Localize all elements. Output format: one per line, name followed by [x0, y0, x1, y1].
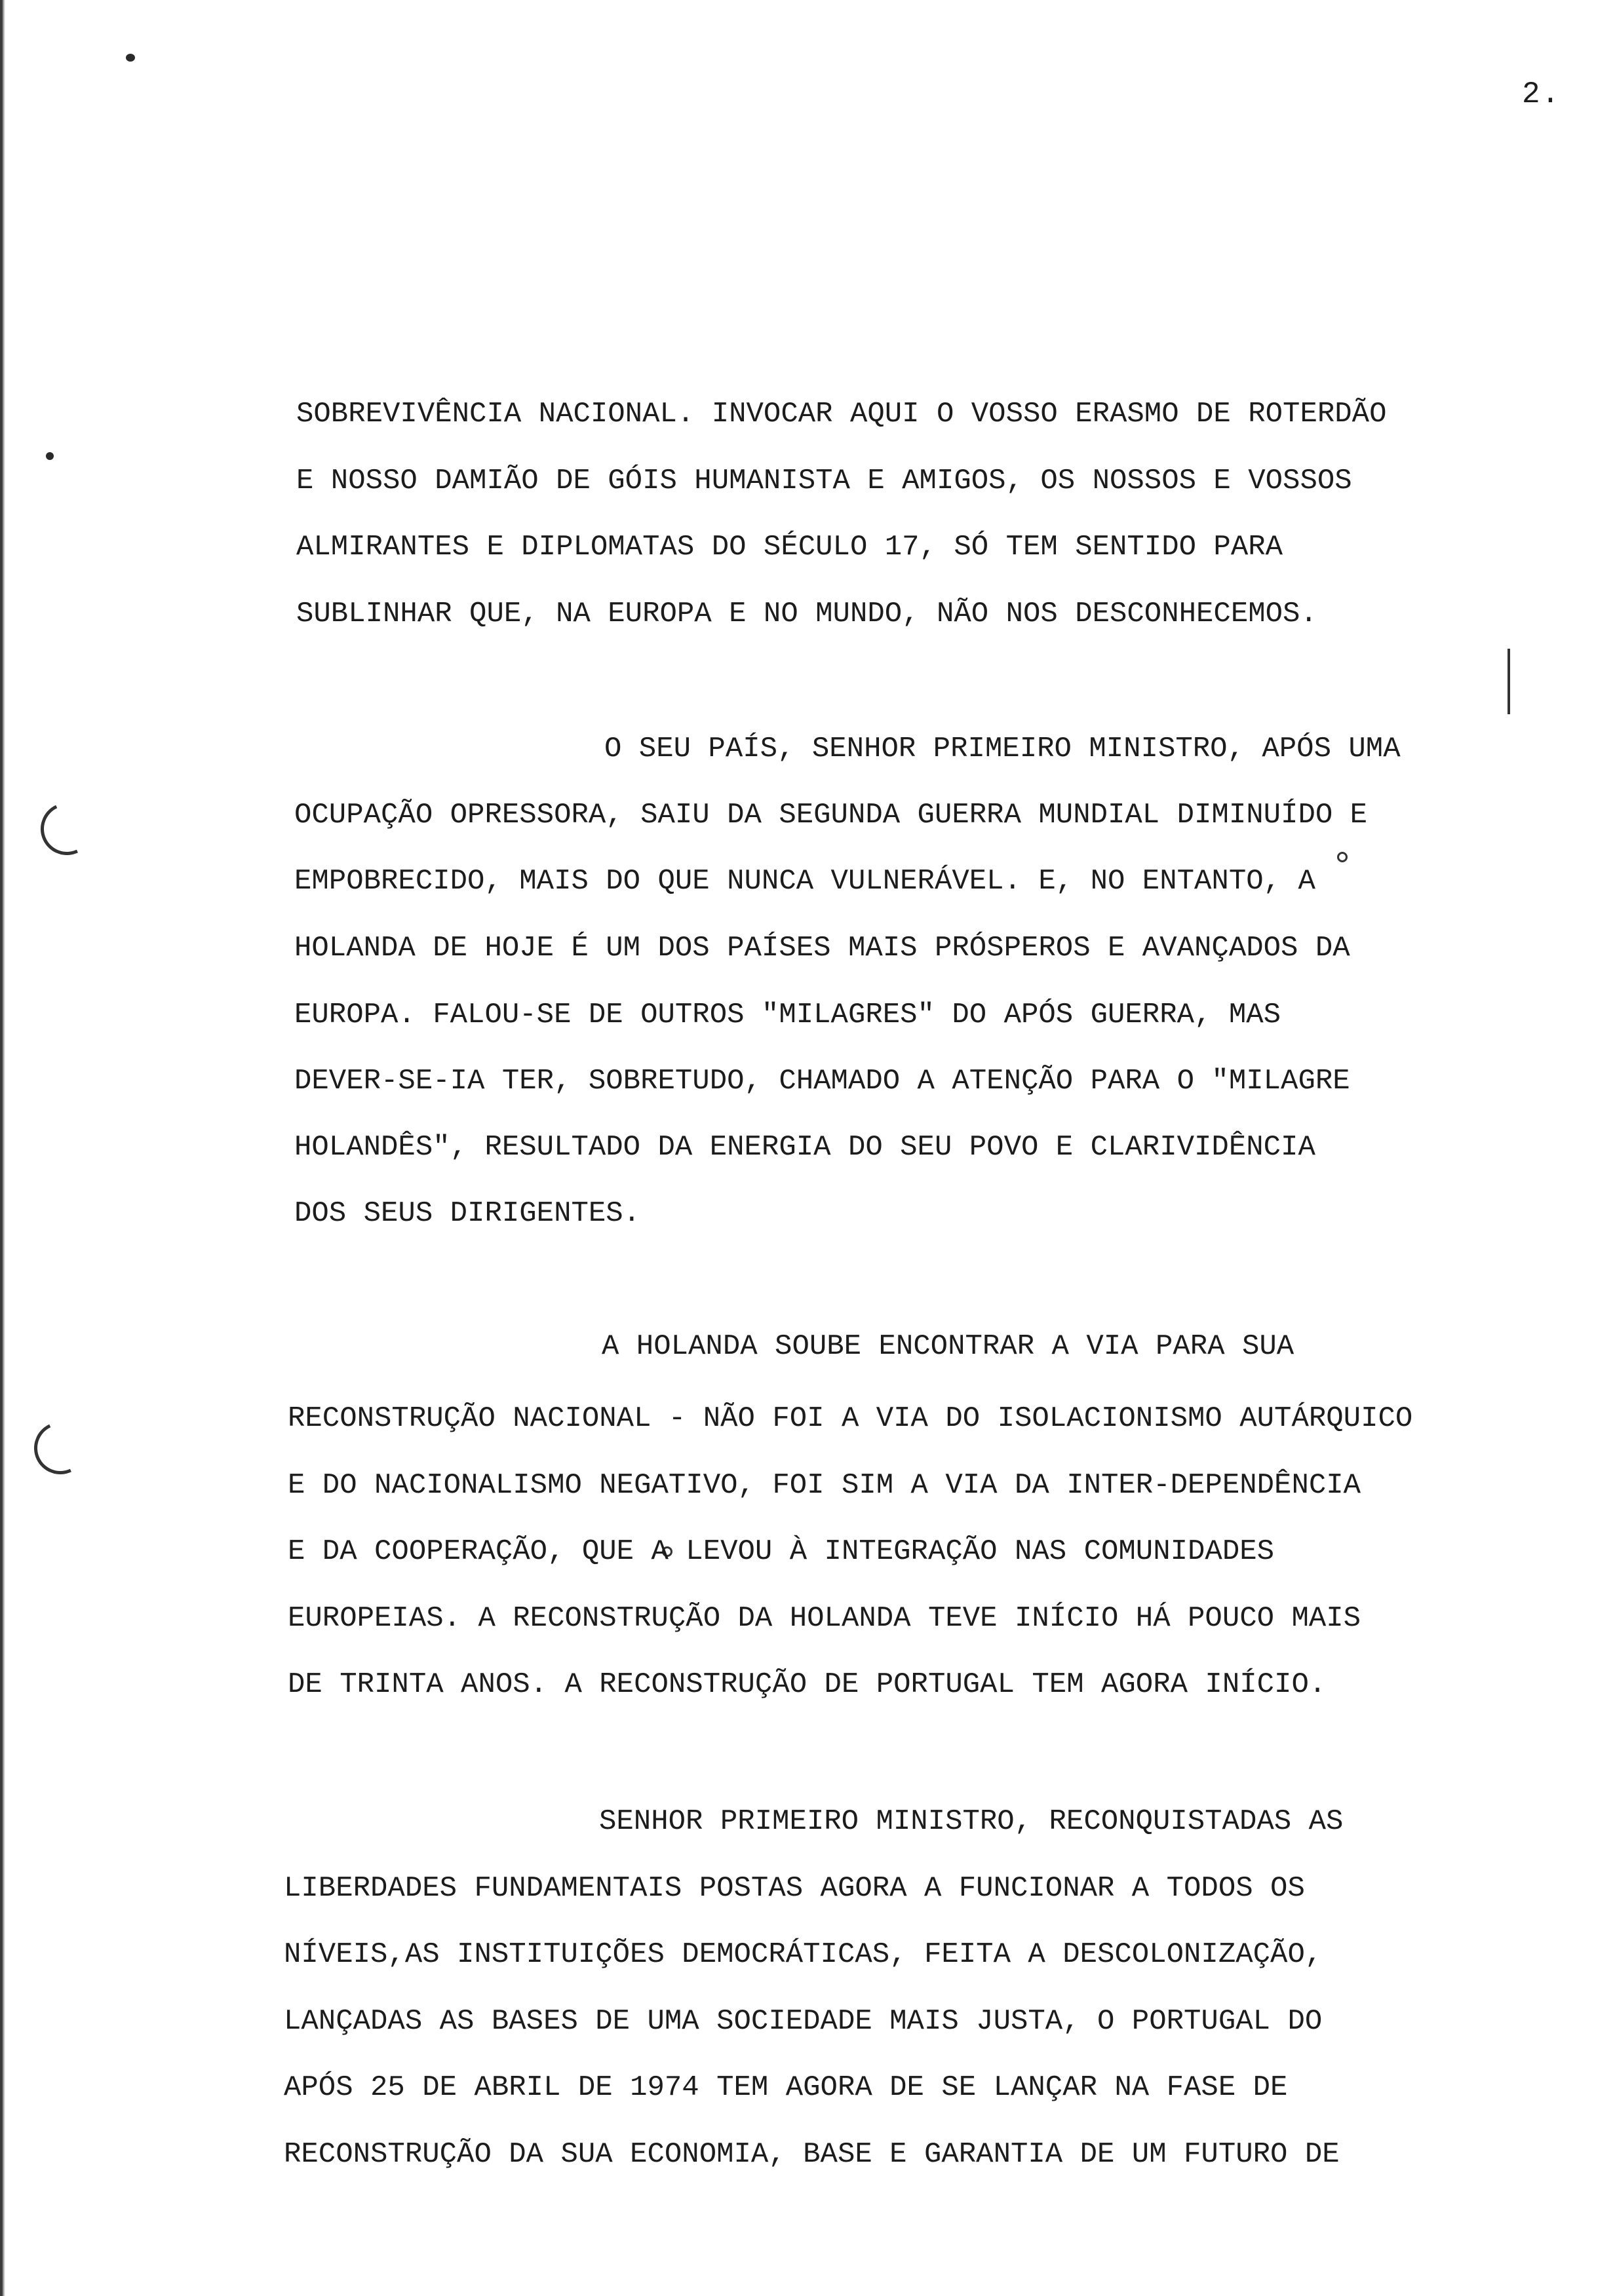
text-line: SENHOR PRIMEIRO MINISTRO, RECONQUISTADAS AS	[599, 1805, 1344, 1838]
text-line: HOLANDA DE HOJE É UM DOS PAÍSES MAIS PRÓSPEROS E AVANÇADOS DA	[294, 932, 1350, 965]
text-line: NÍVEIS,AS INSTITUIÇÕES DEMOCRÁTICAS, FEITA A DESCOLONIZAÇÃO,	[284, 1938, 1323, 1971]
page-number: 2.	[1522, 77, 1561, 111]
text-line: DOS SEUS DIRIGENTES.	[294, 1197, 641, 1230]
text-line: LANÇADAS AS BASES DE UMA SOCIEDADE MAIS JUSTA, O PORTUGAL DO	[284, 2005, 1323, 2038]
text-line: RECONSTRUÇÃO DA SUA ECONOMIA, BASE E GARANTIA DE UM FUTURO DE	[284, 2138, 1340, 2171]
text-line: SUBLINHAR QUE, NA EUROPA E NO MUNDO, NÃO NOS DESCONHECEMOS.	[296, 598, 1317, 630]
text-line: DEVER-SE-IA TER, SOBRETUDO, CHAMADO A ATENÇÃO PARA O "MILAGRE	[294, 1065, 1350, 1098]
text-line: O SEU PAÍS, SENHOR PRIMEIRO MINISTRO, APÓS UMA	[604, 733, 1401, 765]
text-line: EMPOBRECIDO, MAIS DO QUE NUNCA VULNERÁVEL. E, NO ENTANTO, A	[294, 865, 1315, 898]
ink-speck	[1337, 852, 1348, 862]
text-line: E NOSSO DAMIÃO DE GÓIS HUMANISTA E AMIGOS, OS NOSSOS E VOSSOS	[296, 465, 1352, 497]
punch-hole-top	[33, 795, 101, 863]
punch-hole-bottom	[27, 1415, 94, 1482]
text-line: E DA COOPERAÇÃO, QUE A LEVOU À INTEGRAÇÃO NAS COMUNIDADES	[288, 1535, 1275, 1568]
margin-mark	[1508, 649, 1510, 714]
text-line: RECONSTRUÇÃO NACIONAL - NÃO FOI A VIA DO ISOLACIONISMO AUTÁRQUICO	[288, 1402, 1413, 1435]
text-line: EUROPEIAS. A RECONSTRUÇÃO DA HOLANDA TEVE INÍCIO HÁ POUCO MAIS	[288, 1602, 1361, 1635]
text-line: E DO NACIONALISMO NEGATIVO, FOI SIM A VIA DA INTER-DEPENDÊNCIA	[288, 1469, 1361, 1502]
text-line: HOLANDÊS", RESULTADO DA ENERGIA DO SEU POVO E CLARIVIDÊNCIA	[294, 1131, 1315, 1164]
text-line: LIBERDADES FUNDAMENTAIS POSTAS AGORA A FUNCIONAR A TODOS OS	[284, 1872, 1305, 1905]
text-line: DE TRINTA ANOS. A RECONSTRUÇÃO DE PORTUGAL TEM AGORA INÍCIO.	[288, 1668, 1327, 1701]
text-line: ALMIRANTES E DIPLOMATAS DO SÉCULO 17, SÓ TEM SENTIDO PARA	[296, 531, 1283, 564]
text-line: EUROPA. FALOU-SE DE OUTROS "MILAGRES" DO APÓS GUERRA, MAS	[294, 999, 1281, 1031]
text-line: OCUPAÇÃO OPRESSORA, SAIU DA SEGUNDA GUERRA MUNDIAL DIMINUÍDO E	[294, 799, 1368, 832]
text-line: SOBREVIVÊNCIA NACIONAL. INVOCAR AQUI O VOSSO ERASMO DE ROTERDÃO	[296, 398, 1387, 430]
text-line: A HOLANDA SOUBE ENCONTRAR A VIA PARA SUA	[602, 1330, 1294, 1363]
ink-speck	[46, 452, 54, 460]
ink-speck	[126, 54, 135, 62]
binding-edge	[0, 0, 5, 2296]
text-line: APÓS 25 DE ABRIL DE 1974 TEM AGORA DE SE LANÇAR NA FASE DE	[284, 2071, 1288, 2104]
